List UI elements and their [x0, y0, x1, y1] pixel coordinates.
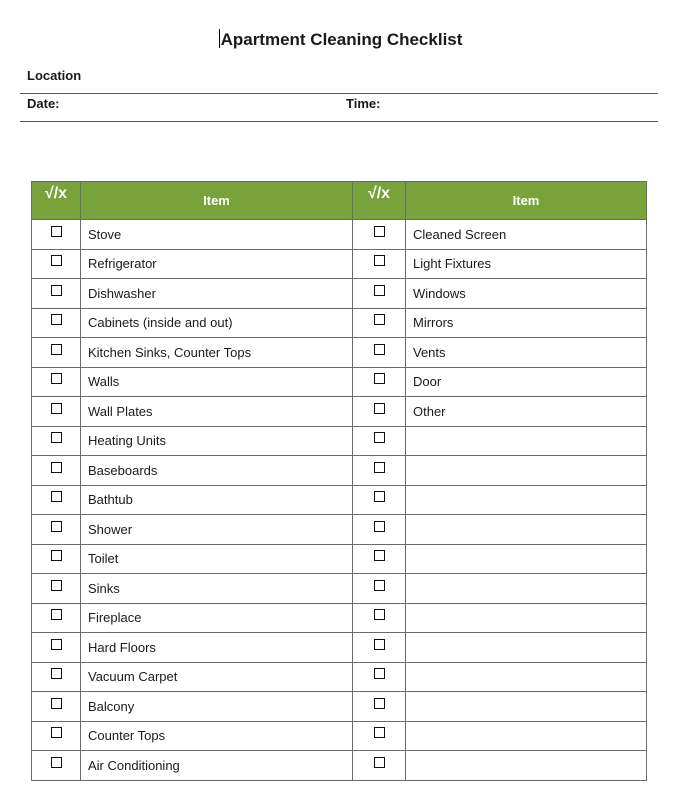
table-row: [32, 544, 647, 574]
divider: [20, 121, 658, 122]
empty-checkbox-icon[interactable]: [51, 580, 62, 591]
checkbox-cell: [32, 426, 81, 456]
item-cell: [406, 721, 647, 751]
item-cell: [406, 751, 647, 781]
item-cell: Kitchen Sinks, Counter Tops: [81, 338, 353, 368]
checkbox-cell: [32, 751, 81, 781]
empty-checkbox-icon[interactable]: [51, 609, 62, 620]
table-row: [32, 456, 647, 486]
item-cell: Other: [406, 397, 647, 427]
table-row: [32, 308, 647, 338]
empty-checkbox-icon[interactable]: [374, 668, 385, 679]
item-cell: [406, 574, 647, 604]
empty-checkbox-icon[interactable]: [374, 432, 385, 443]
checkbox-cell: [353, 721, 406, 751]
item-cell: Sinks: [81, 574, 353, 604]
empty-checkbox-icon[interactable]: [51, 550, 62, 561]
table-row: [32, 692, 647, 722]
empty-checkbox-icon[interactable]: [374, 639, 385, 650]
empty-checkbox-icon[interactable]: [374, 255, 385, 266]
date-label: Date:: [27, 96, 60, 111]
item-cell: [406, 426, 647, 456]
checkbox-cell: [32, 456, 81, 486]
item-cell: Baseboards: [81, 456, 353, 486]
empty-checkbox-icon[interactable]: [51, 698, 62, 709]
checkbox-cell: [32, 603, 81, 633]
item-column-header: Item: [406, 182, 647, 220]
item-cell: Mirrors: [406, 308, 647, 338]
item-cell: Cleaned Screen: [406, 220, 647, 250]
checkbox-cell: [353, 426, 406, 456]
item-cell: Air Conditioning: [81, 751, 353, 781]
empty-checkbox-icon[interactable]: [51, 285, 62, 296]
item-cell: [406, 692, 647, 722]
table-row: [32, 426, 647, 456]
checkbox-cell: [353, 751, 406, 781]
checkbox-cell: [32, 367, 81, 397]
checkbox-cell: [353, 662, 406, 692]
page-title: [0, 29, 681, 50]
item-cell: Toilet: [81, 544, 353, 574]
item-cell: Bathtub: [81, 485, 353, 515]
checklist-body: [32, 220, 647, 781]
item-cell: Windows: [406, 279, 647, 309]
checkbox-cell: [353, 515, 406, 545]
item-cell: [406, 633, 647, 663]
empty-checkbox-icon[interactable]: [51, 314, 62, 325]
empty-checkbox-icon[interactable]: [374, 698, 385, 709]
table-row: [32, 249, 647, 279]
checkbox-cell: [32, 279, 81, 309]
checkbox-cell: [32, 249, 81, 279]
checkbox-cell: [32, 397, 81, 427]
checkbox-cell: [32, 544, 81, 574]
empty-checkbox-icon[interactable]: [51, 727, 62, 738]
mark-column-header: √/x: [32, 182, 81, 220]
empty-checkbox-icon[interactable]: [51, 491, 62, 502]
checkbox-cell: [353, 397, 406, 427]
empty-checkbox-icon[interactable]: [374, 580, 385, 591]
item-cell: [406, 544, 647, 574]
checkbox-cell: [353, 308, 406, 338]
checkbox-cell: [32, 220, 81, 250]
item-cell: Refrigerator: [81, 249, 353, 279]
empty-checkbox-icon[interactable]: [374, 373, 385, 384]
checkbox-cell: [353, 249, 406, 279]
text-cursor: [219, 29, 220, 48]
item-cell: Balcony: [81, 692, 353, 722]
checkbox-cell: [32, 721, 81, 751]
empty-checkbox-icon[interactable]: [51, 255, 62, 266]
checkbox-cell: [353, 603, 406, 633]
checkbox-cell: [353, 692, 406, 722]
empty-checkbox-icon[interactable]: [51, 462, 62, 473]
checkbox-cell: [353, 633, 406, 663]
empty-checkbox-icon[interactable]: [51, 432, 62, 443]
item-cell: [406, 662, 647, 692]
table-row: [32, 662, 647, 692]
empty-checkbox-icon[interactable]: [374, 344, 385, 355]
item-cell: [406, 485, 647, 515]
empty-checkbox-icon[interactable]: [374, 314, 385, 325]
table-row: [32, 751, 647, 781]
checkbox-cell: [32, 662, 81, 692]
item-cell: [406, 456, 647, 486]
item-cell: Vacuum Carpet: [81, 662, 353, 692]
checkbox-cell: [32, 515, 81, 545]
table-row: [32, 367, 647, 397]
empty-checkbox-icon[interactable]: [374, 285, 385, 296]
checkbox-cell: [353, 279, 406, 309]
empty-checkbox-icon[interactable]: [51, 403, 62, 414]
checkbox-cell: [353, 456, 406, 486]
empty-checkbox-icon[interactable]: [51, 639, 62, 650]
item-cell: Heating Units: [81, 426, 353, 456]
item-cell: [406, 515, 647, 545]
item-cell: Stove: [81, 220, 353, 250]
checkbox-cell: [353, 367, 406, 397]
item-column-header: Item: [81, 182, 353, 220]
checkbox-cell: [32, 308, 81, 338]
checkbox-cell: [32, 692, 81, 722]
table-row: [32, 721, 647, 751]
table-row: [32, 279, 647, 309]
location-label: Location: [27, 68, 82, 83]
table-row: [32, 603, 647, 633]
table-header-row: [32, 182, 647, 220]
checkbox-cell: [353, 220, 406, 250]
page-title-text: Apartment Cleaning Checklist: [220, 30, 463, 49]
empty-checkbox-icon[interactable]: [374, 521, 385, 532]
empty-checkbox-icon[interactable]: [51, 668, 62, 679]
time-label: Time:: [346, 96, 381, 111]
empty-checkbox-icon[interactable]: [374, 462, 385, 473]
table-row: [32, 633, 647, 663]
checkbox-cell: [32, 485, 81, 515]
checklist-table: [31, 181, 647, 781]
empty-checkbox-icon[interactable]: [374, 609, 385, 620]
empty-checkbox-icon[interactable]: [374, 550, 385, 561]
checkbox-cell: [353, 544, 406, 574]
mark-column-header: √/x: [353, 182, 406, 220]
item-cell: Counter Tops: [81, 721, 353, 751]
item-cell: Shower: [81, 515, 353, 545]
item-cell: Fireplace: [81, 603, 353, 633]
table-row: [32, 220, 647, 250]
empty-checkbox-icon[interactable]: [374, 226, 385, 237]
item-cell: [406, 603, 647, 633]
item-cell: Hard Floors: [81, 633, 353, 663]
table-row: [32, 397, 647, 427]
table-row: [32, 338, 647, 368]
empty-checkbox-icon[interactable]: [374, 403, 385, 414]
divider: [20, 93, 658, 94]
checkbox-cell: [353, 338, 406, 368]
empty-checkbox-icon[interactable]: [374, 757, 385, 768]
empty-checkbox-icon[interactable]: [374, 727, 385, 738]
table-row: [32, 574, 647, 604]
item-cell: Walls: [81, 367, 353, 397]
empty-checkbox-icon[interactable]: [51, 344, 62, 355]
checkbox-cell: [32, 338, 81, 368]
item-cell: Door: [406, 367, 647, 397]
item-cell: Light Fixtures: [406, 249, 647, 279]
table-row: [32, 485, 647, 515]
checkbox-cell: [353, 485, 406, 515]
item-cell: Vents: [406, 338, 647, 368]
checkbox-cell: [353, 574, 406, 604]
empty-checkbox-icon[interactable]: [51, 521, 62, 532]
empty-checkbox-icon[interactable]: [374, 491, 385, 502]
checkbox-cell: [32, 574, 81, 604]
empty-checkbox-icon[interactable]: [51, 373, 62, 384]
item-cell: Wall Plates: [81, 397, 353, 427]
checkbox-cell: [32, 633, 81, 663]
empty-checkbox-icon[interactable]: [51, 226, 62, 237]
empty-checkbox-icon[interactable]: [51, 757, 62, 768]
table-row: [32, 515, 647, 545]
item-cell: Dishwasher: [81, 279, 353, 309]
item-cell: Cabinets (inside and out): [81, 308, 353, 338]
